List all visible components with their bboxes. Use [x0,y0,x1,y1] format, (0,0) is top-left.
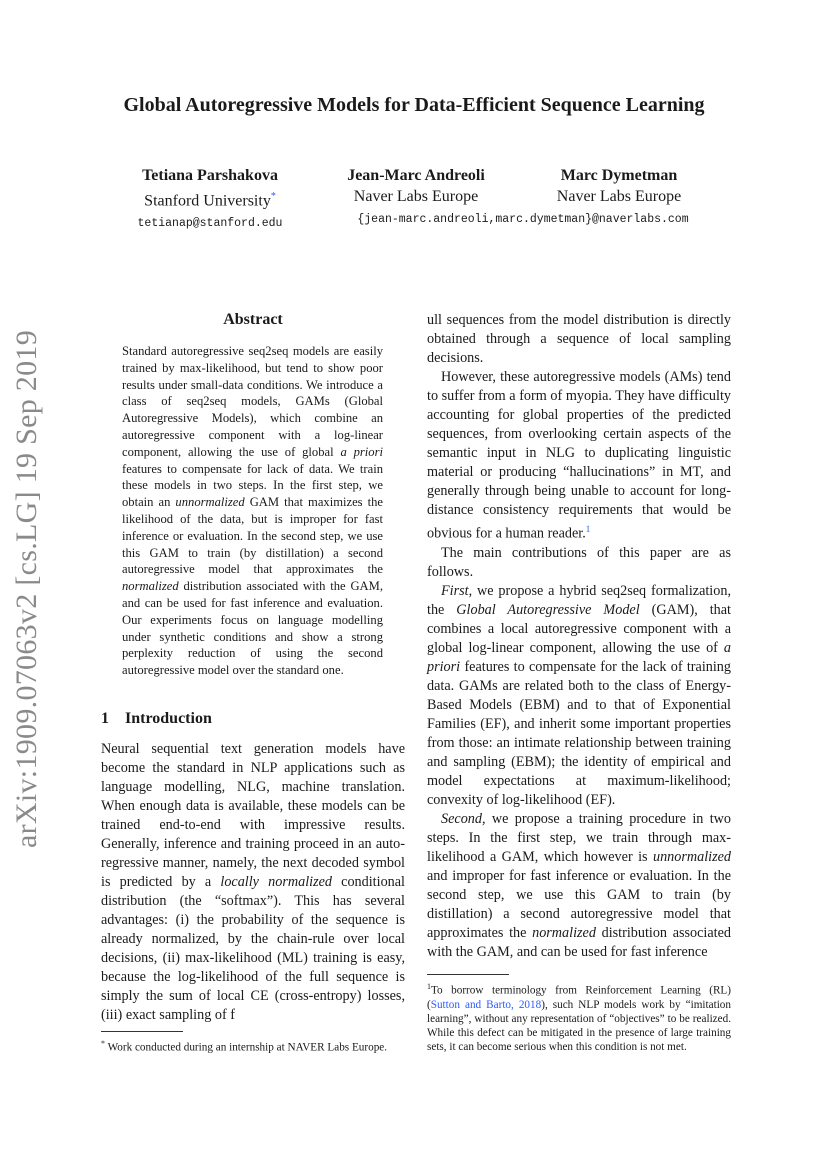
affiliation-footnote-marker: * [270,191,276,202]
author-email: {jean-marc.andreoli,marc.dymetman}@naverlabs.com [357,213,689,226]
author-affiliation: Naver Labs Europe [556,188,682,205]
author-email: tetianap@stanford.edu [137,217,283,231]
intro-paragraph-1: Neural sequential text generation models have become the standard in NLP applications such as language modelling, NLG, machine translation. When enough data is available, these models can be trained end-to-end with impressive results. Generally, inference and training proceed in an auto-regressive manner, namely, the next decoded symbol is predicted by a locally normalized conditional distribution (the “softmax”). This has several advantages: (i) the probability of the sequence is already normalized, by the chain-rule over local decisions, (ii) max-likelihood (ML) training is easy, because the log-likelihood of the full sequence is simply the sum of local CE (cross-entropy) losses, (iii) exact sampling of f [101,741,405,1023]
intro-paragraph-3: The main contributions of this paper are as follows. [427,544,731,580]
shared-email-line [338,207,708,230]
footnote-rule [101,1031,183,1032]
section-heading-introduction: 1 Introduction [101,710,212,727]
footnote-rule [427,974,509,975]
right-column-body [427,311,731,962]
footnote-star: * Work conducted during an internship at NAVER Labs Europe. [101,1039,388,1054]
author-block-2 [316,165,516,207]
left-column-body [101,740,405,1025]
abstract-heading: Abstract [223,311,283,328]
author-affiliation: Stanford University* [144,191,276,210]
author-block-1 [110,165,310,234]
citation-link[interactable]: Sutton and Barto, 2018 [430,998,542,1011]
abstract-text: Standard autoregressive seq2seq models are easily trained by max-likelihood, but tend to show poor results under small-data conditions. We introduce a class of seq2seq models, GAMs (Global Autoregressive Models), which combine an autoregressive component with a log-linear component, allowing the use of global a priori features to compensate for lack of data. We train these models in two steps. In the first step, we obtain an unnormalized GAM that maximizes the likelihood of the data, but is improper for fast inference or evaluation. In the second step, we use this GAM to train (by distillation) a second autoregressive model that approximates the normalized distribution associated with the GAM, and can be used for fast inference and evaluation. Our experiments focus on language modelling under synthetic conditions and show a strong perplexity reduction of using the second autoregressive model over the standard one. [122,344,383,678]
footnote-1: $^1$To borrow terminology from Reinforcement Learning (RL) (Sutton and Barto, 2018), such NLP models work by “imitation learning”, without any representation of “objectives” to be realized. While this defect can be mitigated in the presence of large training sets, it can become serious when this condition is not met. [427,982,731,1053]
author-name: Marc Dymetman [560,167,678,184]
intro-paragraph-1-continued: ull sequences from the model distribution is directly obtained through a sequence of local sampling decisions. [427,312,731,366]
intro-paragraph-2: However, these autoregressive models (AMs) tend to suffer from a form of myopia. They have difficulty accounting for global properties of the predicted sequences, from overlooking certain aspects of the semantic input in NLG to duplicating linguistic material or producing “hallucinations” in MT, and generally through being unable to account for long-distance consistency requirements that would be obvious for a human reader.$^1$ [427,369,731,542]
paper-title: Global Autoregressive Models for Data-Efficient Sequence Learning [123,94,705,116]
footnote-marker[interactable]: 1 [585,524,591,534]
intro-paragraph-4: First, we propose a hybrid seq2seq formalization, the Global Autoregressive Model (GAM), that combines a local autoregressive component with a global log-linear component, allowing the use of a priori features to compensate for the lack of training data. GAMs are related both to the class of Energy-Based Models (EBM) and to that of Exponential Families (EF), and inherit some important properties from those: an intimate relationship between training and sampling (EBM); the identity of empirical and model expectations at maximum-likelihood; convexity of log-likelihood (EF). [427,582,731,808]
author-name: Jean-Marc Andreoli [347,167,485,184]
arxiv-identifier-stamp: arXiv:1909.07063v2 [cs.LG] 19 Sep 2019 [10,329,43,848]
intro-paragraph-5: Second, we propose a training procedure in two steps. In the first step, we train through max-likelihood a GAM, which however is unnormalized and improper for fast inference or evaluation. In the second step, we use this GAM to train (by distillation) a second autoregressive model that approximates the normalized distribution associated with the GAM, and can be used for fast inference [427,810,731,960]
author-block-3 [524,165,714,207]
author-name: Tetiana Parshakova [142,167,278,184]
author-affiliation: Naver Labs Europe [353,188,479,205]
